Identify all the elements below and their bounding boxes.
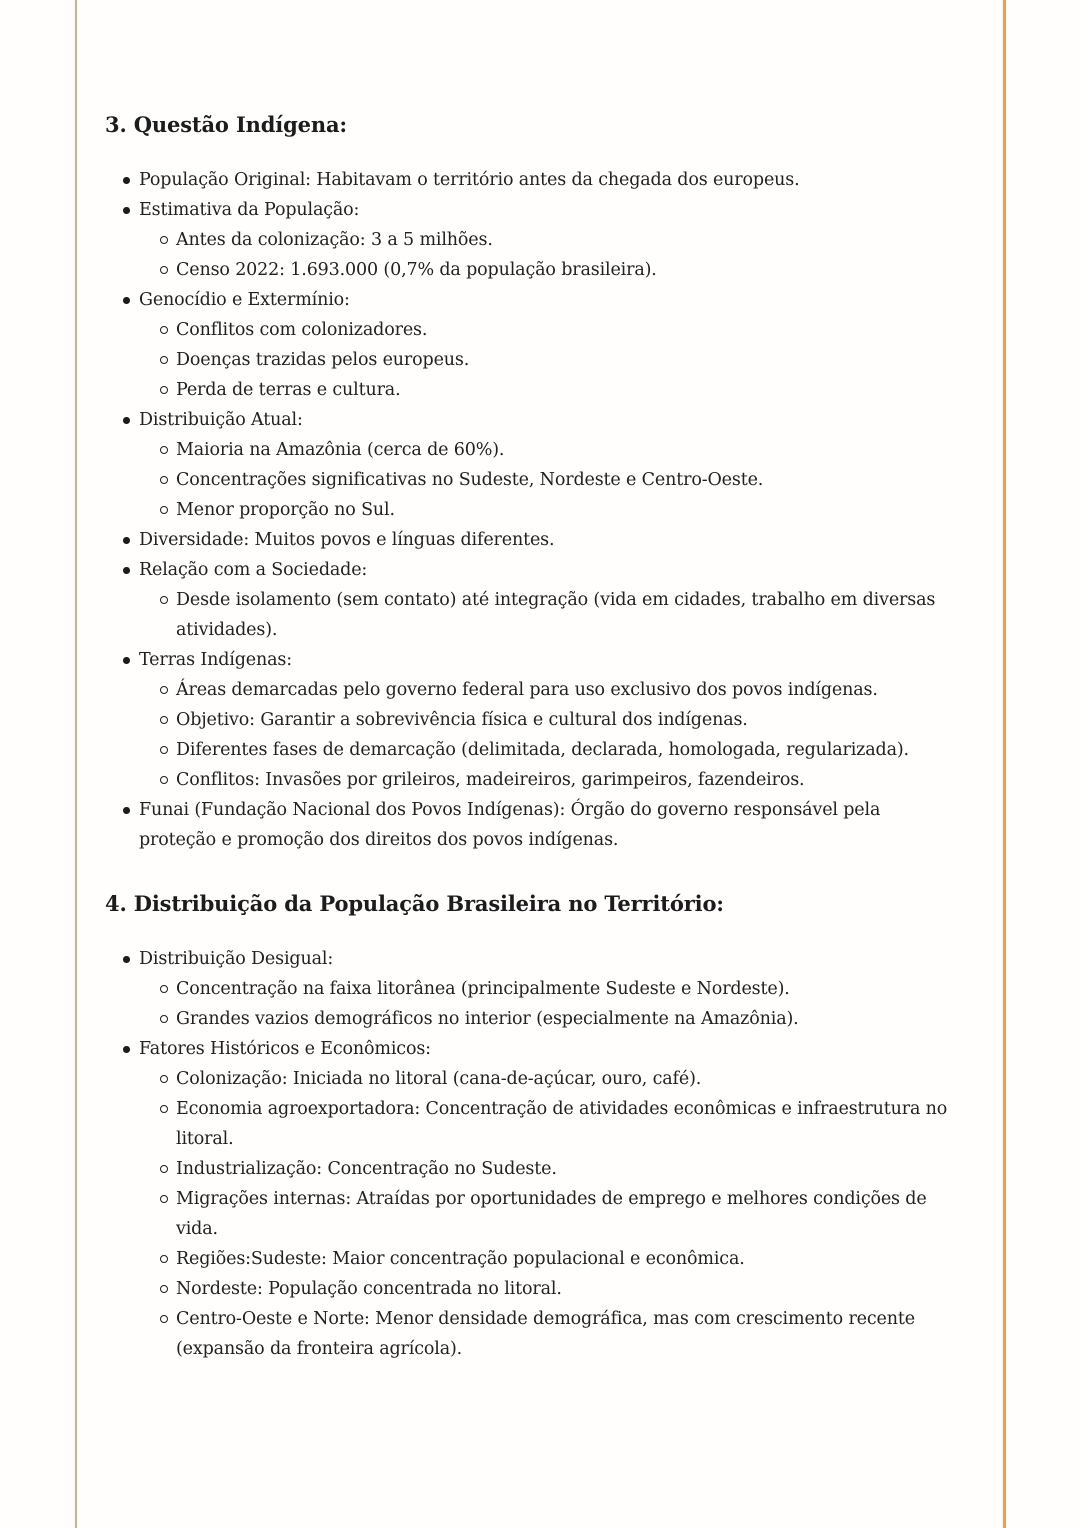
list-item bbox=[105, 1274, 954, 1304]
bullet-dot-icon bbox=[123, 956, 130, 963]
list-item-text: Distribuição Atual: bbox=[139, 410, 303, 430]
bullet-dot-icon bbox=[123, 207, 130, 214]
list-item bbox=[105, 795, 951, 855]
section-heading: 4. Distribuição da População Brasileira no Território: bbox=[105, 891, 724, 916]
bullet-circle-icon bbox=[160, 1015, 168, 1023]
bullet-dot-icon bbox=[123, 567, 130, 574]
list-item-text: Conflitos com colonizadores. bbox=[176, 320, 428, 340]
bullet-circle-icon bbox=[160, 236, 168, 244]
list-item bbox=[105, 944, 951, 974]
list-item bbox=[105, 585, 954, 645]
bullet-circle-icon bbox=[160, 1315, 168, 1323]
list-item bbox=[105, 1034, 951, 1064]
bullet-circle-icon bbox=[160, 716, 168, 724]
bullet-circle-icon bbox=[160, 386, 168, 394]
list-item-text: População Original: Habitavam o território antes da chegada dos europeus. bbox=[139, 170, 800, 190]
section-heading: 3. Questão Indígena: bbox=[105, 112, 348, 137]
bullet-list bbox=[105, 165, 961, 855]
list-item-text: Estimativa da População: bbox=[139, 200, 360, 220]
list-item-text: Fatores Históricos e Econômicos: bbox=[139, 1039, 431, 1059]
list-item bbox=[105, 735, 954, 765]
list-item-text: Migrações internas: Atraídas por oportunidades de emprego e melhores condições de vida. bbox=[176, 1189, 927, 1239]
list-item bbox=[105, 1304, 954, 1364]
bullet-dot-icon bbox=[123, 297, 130, 304]
list-item-text: Grandes vazios demográficos no interior (especialmente na Amazônia). bbox=[176, 1009, 799, 1029]
bullet-circle-icon bbox=[160, 985, 168, 993]
list-item-text: Nordeste: População concentrada no litoral. bbox=[176, 1279, 562, 1299]
list-item bbox=[105, 165, 951, 195]
list-item bbox=[105, 195, 951, 225]
list-item bbox=[105, 1004, 954, 1034]
list-item-text: Concentração na faixa litorânea (principalmente Sudeste e Nordeste). bbox=[176, 979, 790, 999]
list-item-text: Objetivo: Garantir a sobrevivência física e cultural dos indígenas. bbox=[176, 710, 748, 730]
list-item-text: Perda de terras e cultura. bbox=[176, 380, 401, 400]
list-item bbox=[105, 285, 951, 315]
bullet-circle-icon bbox=[160, 1075, 168, 1083]
list-item-text: Doenças trazidas pelos europeus. bbox=[176, 350, 470, 370]
bullet-circle-icon bbox=[160, 1285, 168, 1293]
list-item-text: Distribuição Desigual: bbox=[139, 949, 334, 969]
bullet-dot-icon bbox=[123, 417, 130, 424]
list-item-text: Diversidade: Muitos povos e línguas diferentes. bbox=[139, 530, 555, 550]
document-content bbox=[105, 112, 961, 1364]
bullet-dot-icon bbox=[123, 1046, 130, 1053]
bullet-circle-icon bbox=[160, 596, 168, 604]
list-item-text: Funai (Fundação Nacional dos Povos Indígenas): Órgão do governo responsável pela proteção e promoção dos direitos dos povos indígenas. bbox=[139, 800, 881, 850]
list-item-text: Concentrações significativas no Sudeste, Nordeste e Centro-Oeste. bbox=[176, 470, 764, 490]
list-item-text: Diferentes fases de demarcação (delimitada, declarada, homologada, regularizada). bbox=[176, 740, 909, 760]
list-item bbox=[105, 255, 954, 285]
list-item bbox=[105, 495, 954, 525]
bullet-circle-icon bbox=[160, 356, 168, 364]
list-item-text: Antes da colonização: 3 a 5 milhões. bbox=[176, 230, 493, 250]
list-item bbox=[105, 525, 951, 555]
bullet-circle-icon bbox=[160, 776, 168, 784]
list-item bbox=[105, 705, 954, 735]
list-item-text: Censo 2022: 1.693.000 (0,7% da população brasileira). bbox=[176, 260, 657, 280]
list-item bbox=[105, 675, 954, 705]
list-item-text: Menor proporção no Sul. bbox=[176, 500, 395, 520]
bullet-circle-icon bbox=[160, 686, 168, 694]
list-item bbox=[105, 765, 954, 795]
list-item bbox=[105, 1064, 954, 1094]
list-item bbox=[105, 315, 954, 345]
bullet-circle-icon bbox=[160, 446, 168, 454]
bullet-dot-icon bbox=[123, 807, 130, 814]
list-item bbox=[105, 405, 951, 435]
list-item-text: Centro-Oeste e Norte: Menor densidade demográfica, mas com crescimento recente (expansão da fronteira agrícola). bbox=[176, 1309, 915, 1359]
list-item-text: Genocídio e Extermínio: bbox=[139, 290, 350, 310]
bullet-circle-icon bbox=[160, 1165, 168, 1173]
list-item bbox=[105, 1184, 954, 1244]
list-item bbox=[105, 1154, 954, 1184]
bullet-dot-icon bbox=[123, 177, 130, 184]
list-item-text: Regiões:Sudeste: Maior concentração populacional e econômica. bbox=[176, 1249, 745, 1269]
list-item bbox=[105, 375, 954, 405]
page-right-rule bbox=[1003, 0, 1006, 1528]
bullet-circle-icon bbox=[160, 506, 168, 514]
list-item bbox=[105, 465, 954, 495]
bullet-circle-icon bbox=[160, 266, 168, 274]
bullet-circle-icon bbox=[160, 746, 168, 754]
list-item bbox=[105, 555, 951, 585]
list-item-text: Áreas demarcadas pelo governo federal para uso exclusivo dos povos indígenas. bbox=[176, 680, 878, 700]
document-section bbox=[105, 891, 961, 1364]
bullet-circle-icon bbox=[160, 1255, 168, 1263]
list-item-text: Industrialização: Concentração no Sudeste. bbox=[176, 1159, 557, 1179]
list-item-text: Terras Indígenas: bbox=[139, 650, 292, 670]
list-item bbox=[105, 435, 954, 465]
bullet-circle-icon bbox=[160, 326, 168, 334]
list-item bbox=[105, 1094, 954, 1154]
bullet-list bbox=[105, 944, 961, 1364]
page-left-rule bbox=[75, 0, 77, 1528]
list-item bbox=[105, 645, 951, 675]
document-section bbox=[105, 112, 961, 855]
bullet-circle-icon bbox=[160, 1105, 168, 1113]
list-item-text: Relação com a Sociedade: bbox=[139, 560, 368, 580]
bullet-dot-icon bbox=[123, 657, 130, 664]
list-item bbox=[105, 974, 954, 1004]
bullet-dot-icon bbox=[123, 537, 130, 544]
list-item bbox=[105, 225, 954, 255]
list-item-text: Maioria na Amazônia (cerca de 60%). bbox=[176, 440, 505, 460]
list-item-text: Desde isolamento (sem contato) até integração (vida em cidades, trabalho em diversas atividades). bbox=[176, 590, 936, 640]
list-item-text: Conflitos: Invasões por grileiros, madeireiros, garimpeiros, fazendeiros. bbox=[176, 770, 805, 790]
list-item bbox=[105, 1244, 954, 1274]
bullet-circle-icon bbox=[160, 476, 168, 484]
list-item bbox=[105, 345, 954, 375]
list-item-text: Economia agroexportadora: Concentração de atividades econômicas e infraestrutura no litoral. bbox=[176, 1099, 948, 1149]
bullet-circle-icon bbox=[160, 1195, 168, 1203]
list-item-text: Colonização: Iniciada no litoral (cana-de-açúcar, ouro, café). bbox=[176, 1069, 702, 1089]
